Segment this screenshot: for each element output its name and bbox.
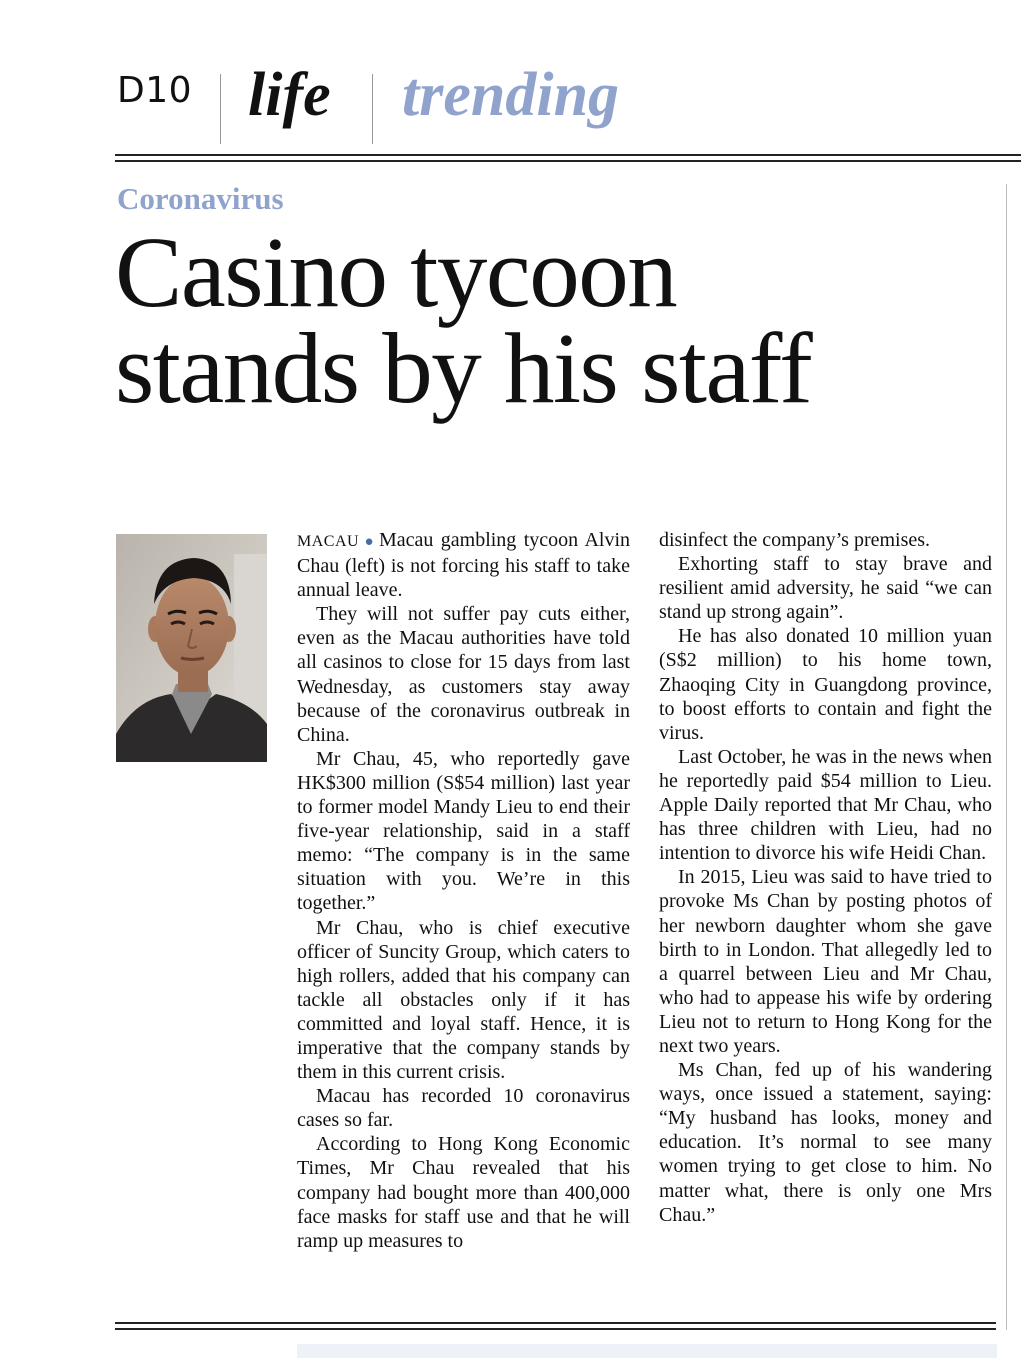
article-paragraph: In 2015, Lieu was said to have tried to provoke Ms Chan by posting photos of her newborn daughter whom she gave birth to in London. That allegedly led to a quarrel between Lieu and Mr Chau, who had to appease his wife by ordering Lieu not to return to Hong Kong for the next two years.	[659, 866, 992, 1057]
article-paragraph: Macau has recorded 10 coronavirus cases so far.	[297, 1085, 630, 1132]
article-headline	[115, 216, 1015, 424]
paragraph-text: Macau gambling tycoon Alvin Chau (left) is not forcing his staff to take annual leave.	[297, 529, 630, 602]
subsection-title: trending	[402, 61, 620, 129]
section-title: life	[248, 61, 331, 129]
headline-line: Casino tycoon	[115, 216, 677, 328]
article-column-2	[659, 528, 992, 1227]
header-divider	[372, 74, 373, 144]
article-paragraph: According to Hong Kong Economic Times, Mr Chau revealed that his company had bought more than 400,000 face masks for staff use and that he will ramp up measures to	[297, 1133, 630, 1252]
article-paragraph: Mr Chau, who is chief executive officer of Suncity Group, which caters to high rollers, added that his company can tackle all obstacles only if it has committed and loyal staff. Hence, it is imperative that the company stands by them in this current crisis.	[297, 916, 630, 1084]
article-paragraph: They will not suffer pay cuts either, even as the Macau authorities have told all casinos to close for 15 days from last Wednesday, as customers stay away because of the coronavirus outbreak in China.	[297, 603, 630, 746]
article-paragraph: Mr Chau, 45, who reportedly gave HK$300 million (S$54 million) last year to former model Mandy Lieu to end their five-year relationship, said in a staff memo: “The company is in the same situation with you. We’re in this together.”	[297, 747, 630, 915]
dateline: MACAU	[297, 533, 360, 550]
portrait-illustration	[116, 534, 267, 762]
article-paragraph	[297, 528, 630, 602]
article-category: Coronavirus	[117, 181, 284, 216]
article-paragraph: disinfect the company’s premises.	[659, 529, 931, 551]
top-rule	[115, 160, 1021, 162]
portrait-photo	[116, 534, 267, 762]
bottom-rule	[115, 1322, 996, 1324]
bottom-rule	[115, 1328, 996, 1330]
article-paragraph: He has also donated 10 million yuan (S$2 million) to his home town, Zhaoqing City in Guangdong province, to boost efforts to contain and fight the virus.	[659, 625, 992, 744]
page-number: D10	[117, 70, 193, 111]
article-paragraph: Last October, he was in the news when he reportedly paid $54 million to Lieu. Apple Daily reported that Mr Chau, who has three children with Lieu, had no intention to divorce his wife Heidi Chan.	[659, 745, 992, 865]
bullet-icon: ●	[362, 534, 376, 550]
article-paragraph: Exhorting staff to stay brave and resilient amid adversity, he said “we can stand up strong again”.	[659, 553, 992, 624]
header-divider	[220, 74, 221, 144]
top-rule	[115, 154, 1021, 156]
bottom-band	[297, 1344, 997, 1358]
headline-line: stands by his staff	[115, 312, 812, 424]
article-paragraph: Ms Chan, fed up of his wandering ways, once issued a statement, saying: “My husband has looks, money and education. It’s normal to see many women trying to get close to him. No matter what, there is only one Mrs Chau.”	[659, 1059, 992, 1226]
article-column-1	[297, 528, 630, 1253]
